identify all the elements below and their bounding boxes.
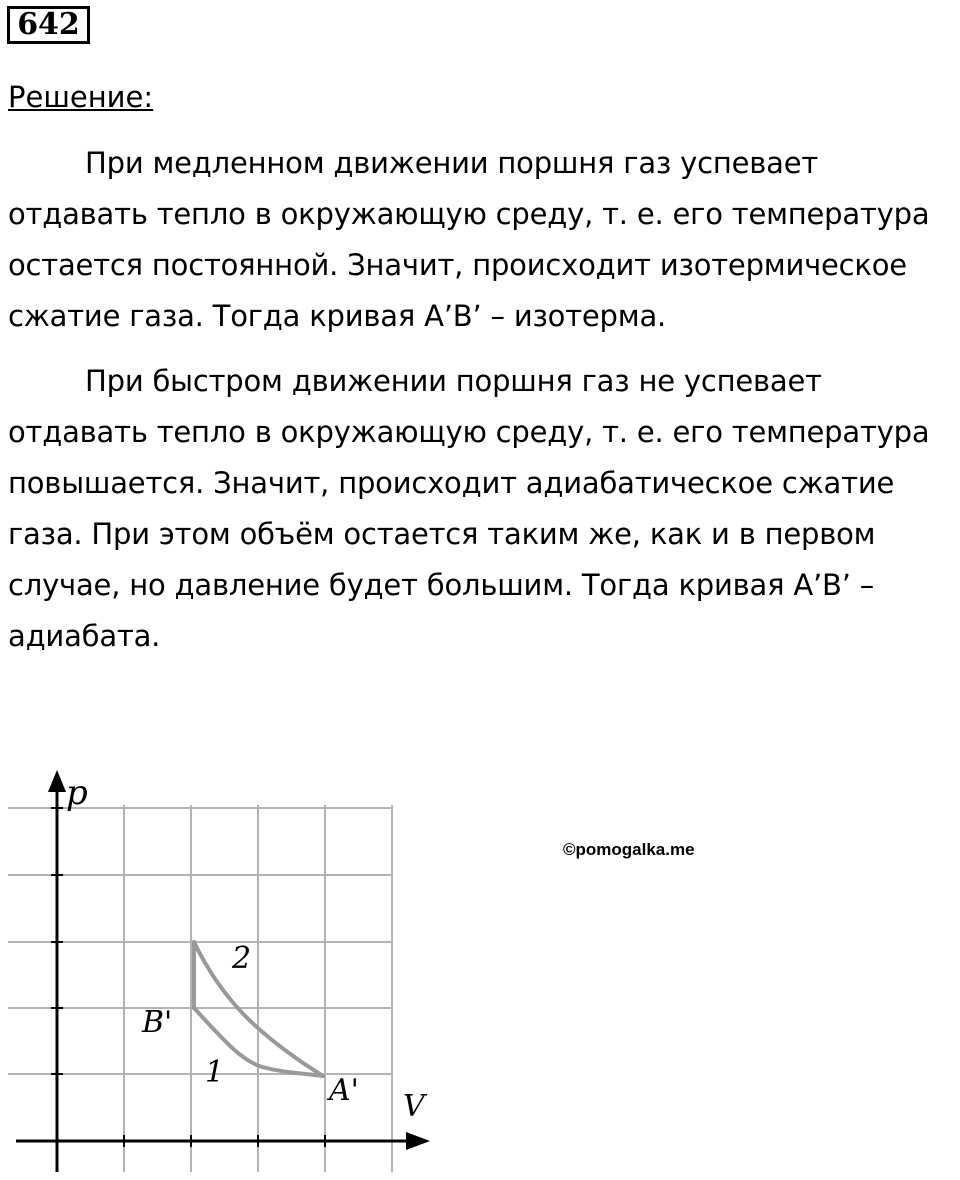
solution-heading: Решение: bbox=[8, 80, 154, 114]
grid bbox=[8, 805, 392, 1172]
axis-ticks bbox=[51, 808, 325, 1147]
curve-2-label: 2 bbox=[232, 941, 252, 976]
x-axis-label: V bbox=[403, 1089, 425, 1124]
y-axis-label: p bbox=[66, 773, 88, 813]
task-number: 642 bbox=[7, 6, 90, 44]
point-b-label: B' bbox=[142, 1005, 173, 1040]
paragraph-isothermal: При медленном движении поршня газ успевает отдавать тепло в окружающую среду, т. е. его температура остается постоянной. Значит, происходит изотермическое сжатие газа. Тогда кривая A’B’ – изотерма. bbox=[8, 146, 930, 333]
paragraph-adiabatic: При быстром движении поршня газ не успевает отдавать тепло в окружающую среду, т. е. его температура повышается. Значит, происходит адиабатическое сжатие газа. При этом объём остается таким же, как и в первом случае, но давление будет большим. Тогда кривая A’B’ – адиабата. bbox=[8, 364, 930, 653]
watermark: ©pomogalka.me bbox=[563, 840, 695, 859]
x-axis-arrow bbox=[406, 1132, 430, 1150]
curve-1-label: 1 bbox=[205, 1055, 225, 1090]
point-a-label: A' bbox=[329, 1073, 359, 1108]
y-axis-arrow bbox=[48, 770, 66, 792]
pv-diagram bbox=[0, 760, 460, 1180]
